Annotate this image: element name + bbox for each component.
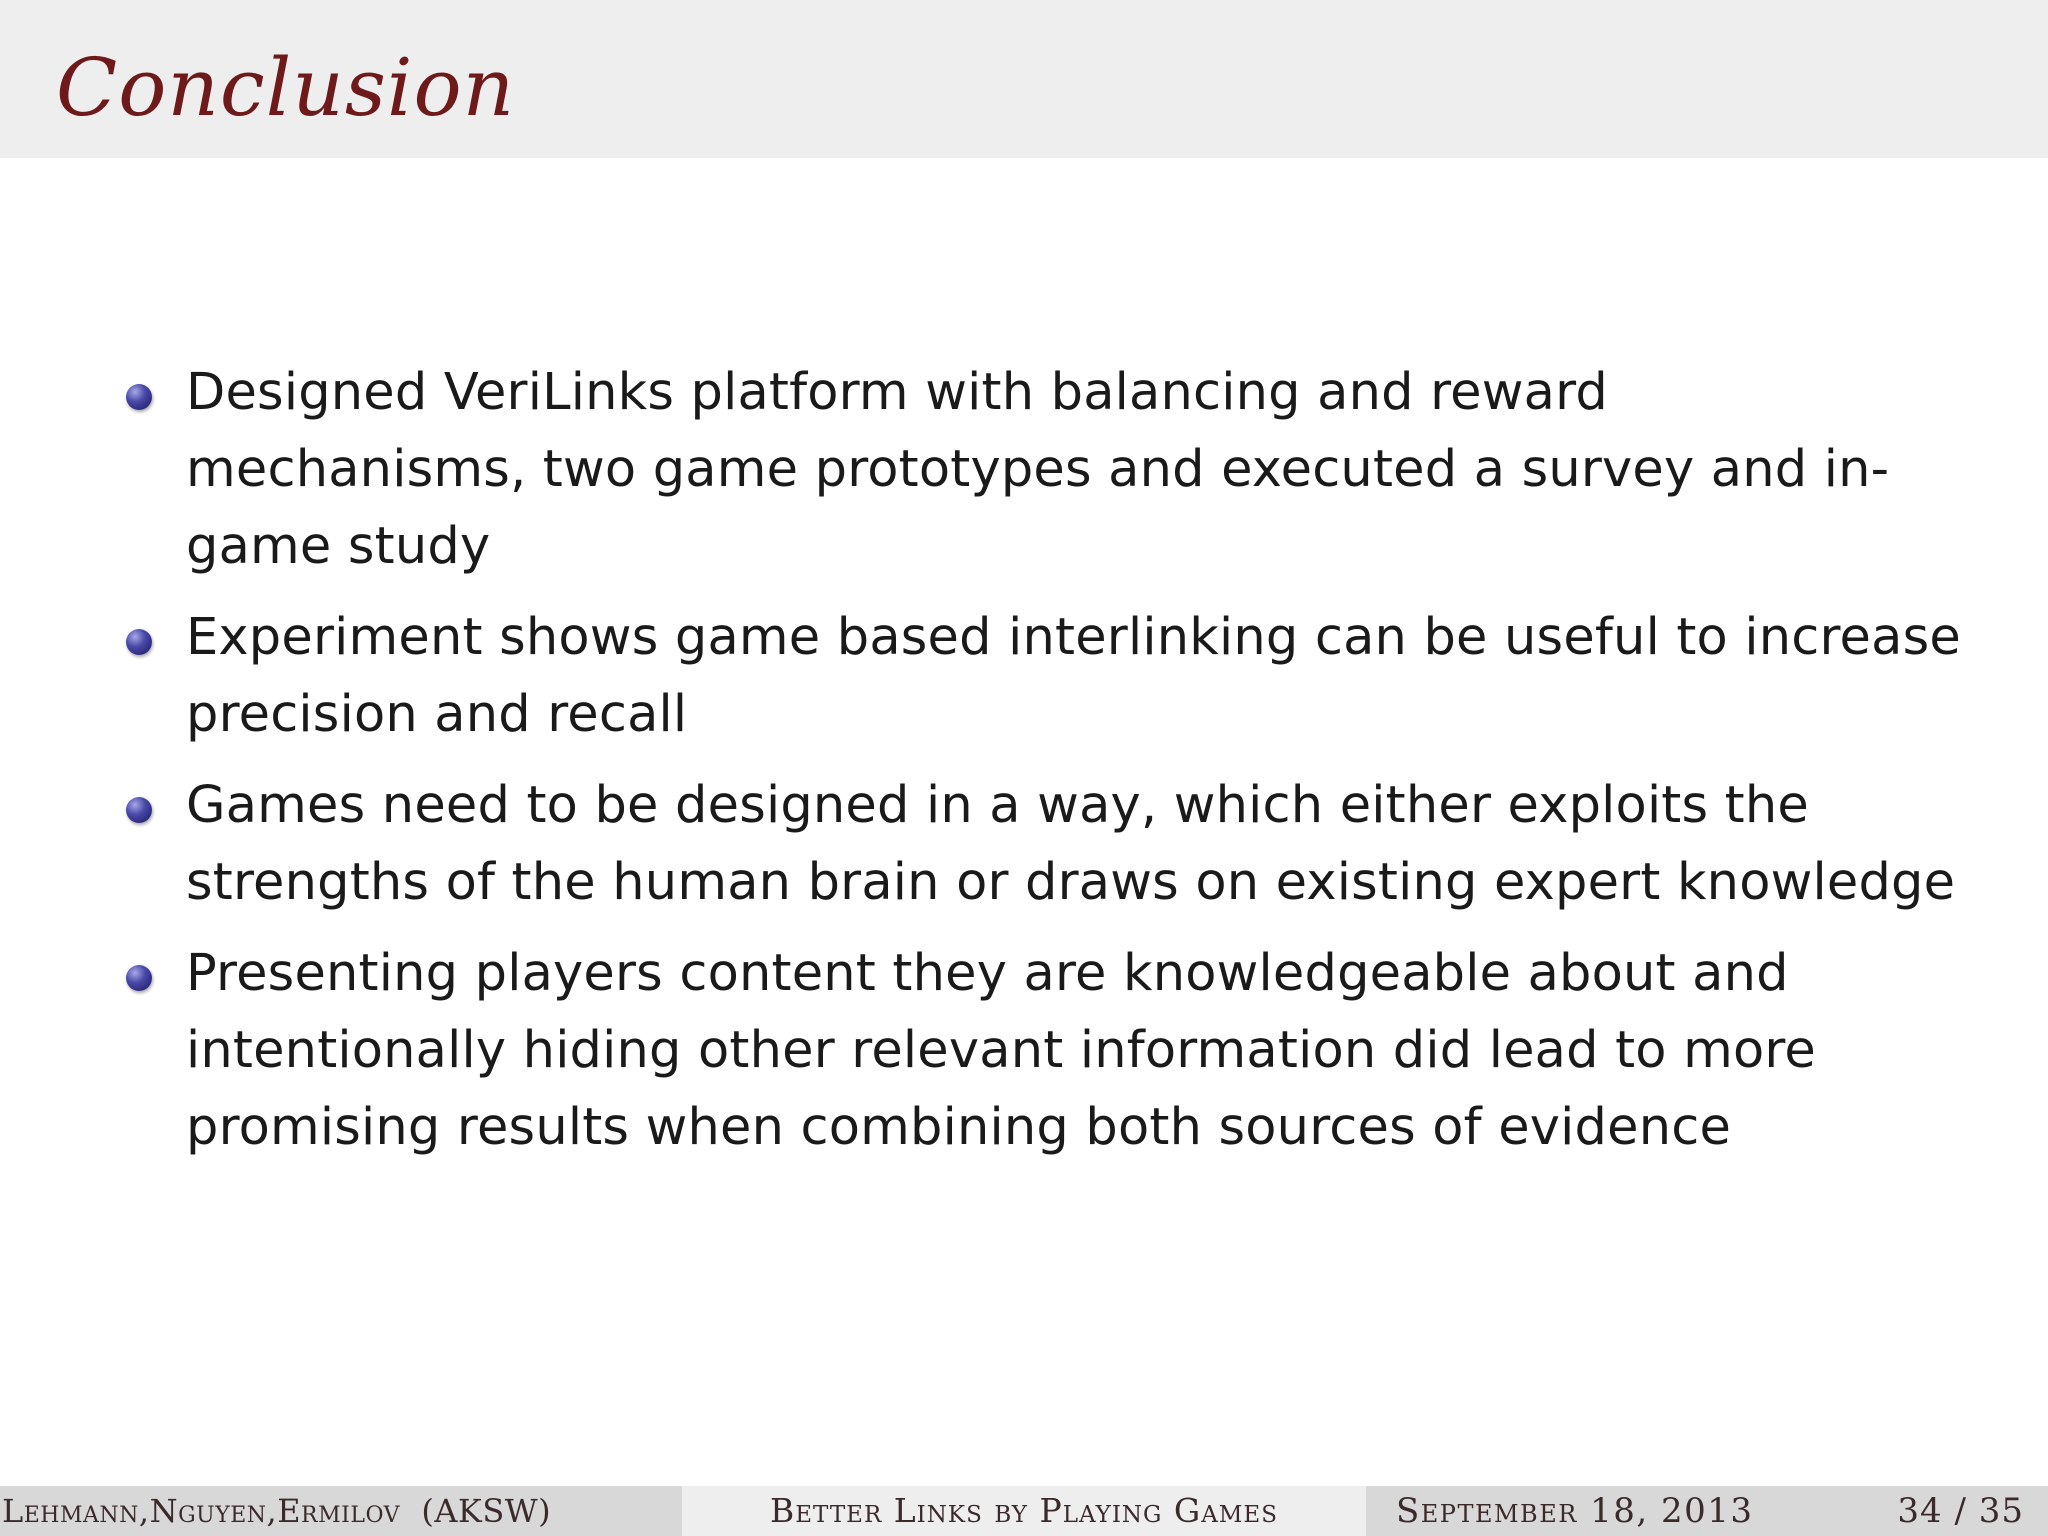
bullet-item [124, 767, 1964, 921]
bullet-item [124, 354, 1964, 585]
bullet-ball-icon [126, 797, 152, 823]
bullet-text: Presenting players content they are knowledgeable about and intentionally hiding other relevant information did lead to more promising results when combining both sources of evidence [186, 944, 1817, 1157]
page-number: 34 / 35 [1897, 1491, 2024, 1531]
footer-authors: Lehmann,Nguyen,Ermilov (AKSW) [0, 1486, 682, 1536]
bullet-text: Games need to be designed in a way, which either exploits the strengths of the human brain or draws on existing expert knowledge [186, 776, 1956, 912]
bullet-text: Experiment shows game based interlinking can be useful to increase precision and recall [186, 608, 1961, 744]
bullet-text: Designed VeriLinks platform with balancing and reward mechanisms, two game prototypes and executed a survey and in-game study [186, 363, 1890, 576]
bullet-list [124, 354, 1964, 1180]
bullet-ball-icon [126, 629, 152, 655]
slide-footer [0, 1486, 2048, 1536]
bullet-ball-icon [126, 965, 152, 991]
slide-title: Conclusion [56, 41, 516, 134]
footer-date-section [1366, 1486, 2048, 1536]
bullet-item [124, 599, 1964, 753]
bullet-item [124, 935, 1964, 1166]
footer-talk-title: Better Links by Playing Games [682, 1486, 1366, 1536]
title-bar [0, 0, 2048, 158]
footer-date: September 18, 2013 [1396, 1491, 1754, 1531]
bullet-ball-icon [126, 384, 152, 410]
